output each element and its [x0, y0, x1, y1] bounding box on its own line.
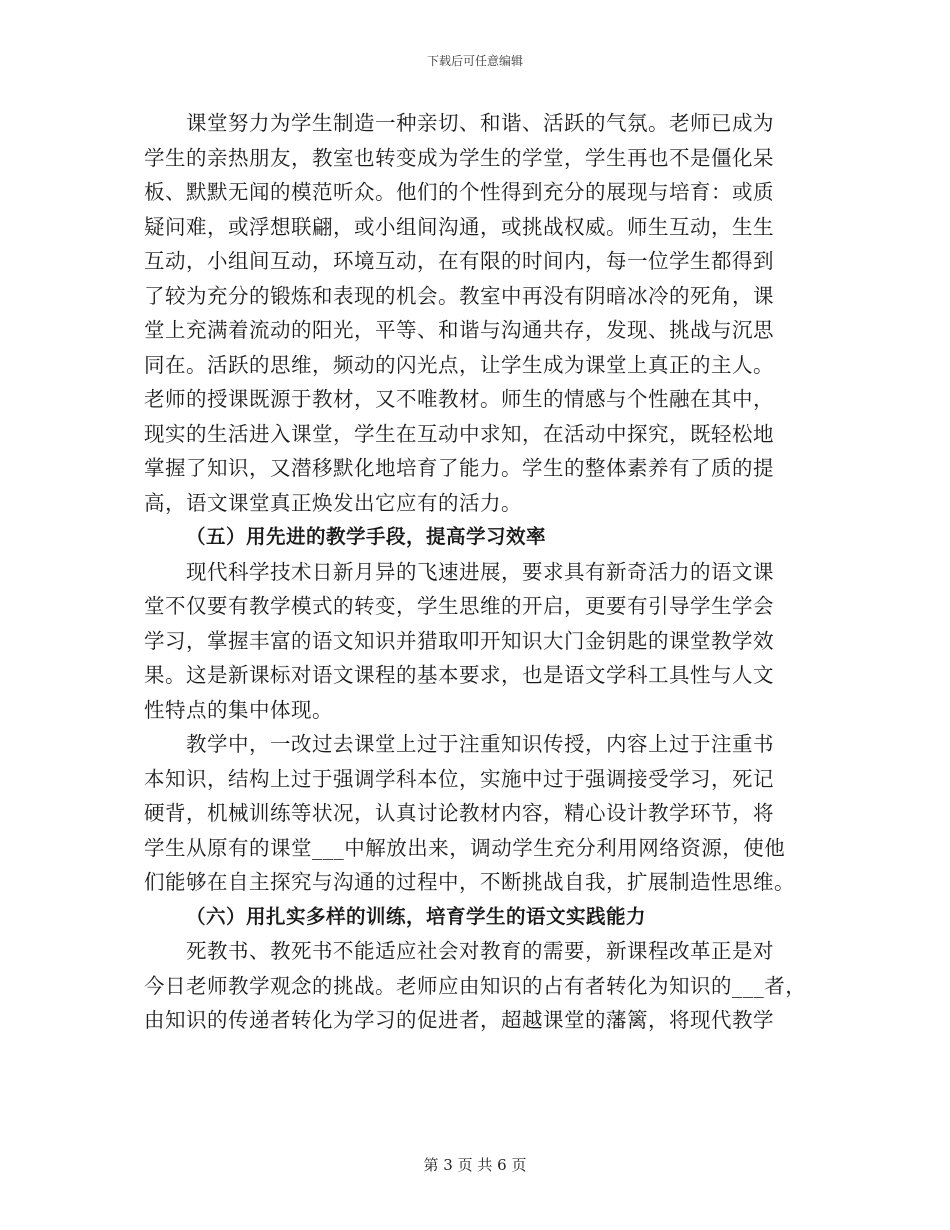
document-body — [144, 106, 824, 1038]
section-heading: （六）用扎实多样的训练，培育学生的语文实践能力 — [186, 904, 647, 928]
text-line: 课堂努力为学生制造一种亲切、和谐、活跃的气氛。老师已成为 — [186, 111, 774, 135]
text-line: 硬背，机械训练等状况，认真讨论教材内容，精心设计教学环节，将 — [144, 801, 774, 825]
text-line: 性特点的集中体现。 — [144, 697, 333, 722]
text-line: 疑问难，或浮想联翩，或小组间沟通，或挑战权威。师生互动，生生 — [144, 214, 774, 239]
text-line: 教学中，一改过去课堂上过于注重知识传授，内容上过于注重书 — [186, 732, 774, 756]
text-line: 互动，小组间互动，环境互动，在有限的时间内，每一位学生都得到 — [144, 249, 774, 273]
text-line: 学生从原有的课堂___中解放出来，调动学生充分利用网络资源，使他 — [144, 835, 786, 860]
text-line: 堂不仅要有教学模式的转变，学生思维的开启，更要有引导学生学会 — [144, 594, 774, 618]
text-line: 掌握了知识，又潜移默化地培育了能力。学生的整体素养有了质的提 — [144, 456, 774, 480]
text-line: 们能够在自主探究与沟通的过程中，不断挑战自我，扩展制造性思维。 — [144, 870, 795, 894]
page-header: 下载后可任意编辑 — [426, 54, 523, 68]
page-number: 第 3 页 共 6 页 — [423, 1156, 527, 1174]
text-line: 老师的授课既源于教材，又不唯教材。师生的情感与个性融在其中， — [144, 387, 774, 411]
text-line: 由知识的传递者转化为学习的促进者，超越课堂的藩篱，将现代教学 — [144, 1008, 774, 1032]
text-line: 今日老师教学观念的挑战。老师应由知识的占有者转化为知识的___者， — [144, 973, 807, 998]
text-line: 高，语文课堂真正焕发出它应有的活力。 — [144, 490, 522, 515]
text-line: 同在。活跃的思维，频动的闪光点，让学生成为课堂上真正的主人。 — [144, 352, 774, 377]
text-line: 死教书、教死书不能适应社会对教育的需要，新课程改革正是对 — [186, 939, 774, 963]
text-line: 学生的亲热朋友，教室也转变成为学生的学堂，学生再也不是僵化呆 — [144, 145, 774, 170]
text-line: 现代科学技术日新月异的飞速进展，要求具有新奇活力的语文课 — [186, 559, 774, 584]
text-line: 堂上充满着流动的阳光，平等、和谐与沟通共存，发现、挑战与沉思 — [144, 318, 774, 342]
section-heading: （五）用先进的教学手段，提高学习效率 — [186, 525, 547, 548]
text-line: 了较为充分的锻炼和表现的机会。教室中再没有阴暗冰冷的死角，课 — [144, 283, 774, 308]
text-line: 果。这是新课标对语文课程的基本要求，也是语文学科工具性与人文 — [144, 663, 774, 687]
text-line: 本知识，结构上过于强调学科本位，实施中过于强调接受学习，死记 — [144, 766, 774, 791]
text-line: 板、默默无闻的模范听众。他们的个性得到充分的展现与培育：或质 — [144, 180, 774, 204]
text-line: 现实的生活进入课堂，学生在互动中求知，在活动中探究，既轻松地 — [144, 421, 774, 446]
text-line: 学习，掌握丰富的语文知识并猎取叩开知识大门金钥匙的课堂教学效 — [144, 628, 774, 653]
